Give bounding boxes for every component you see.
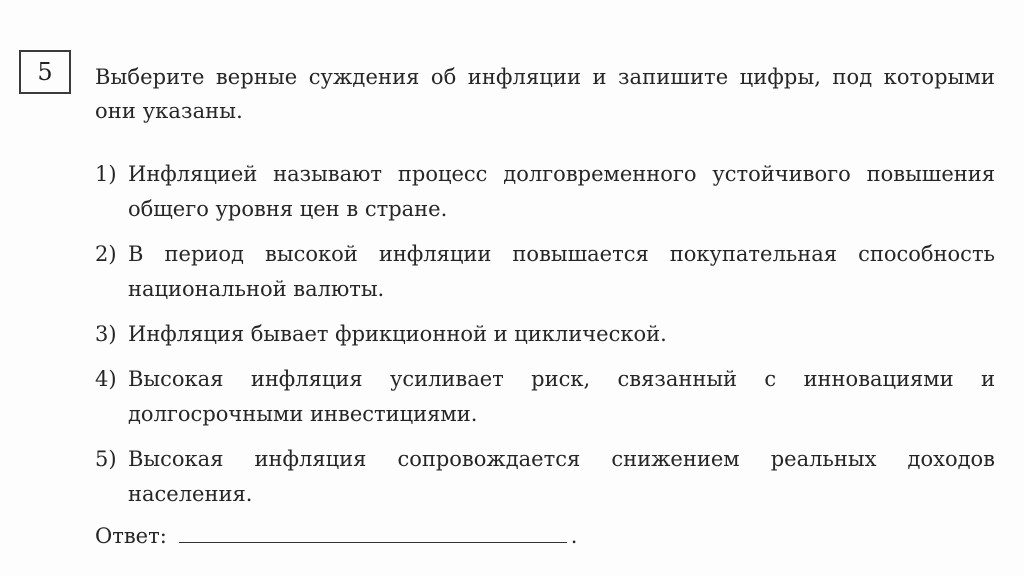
- option-text: Высокая инфляция сопровождается снижением реальных доходов населения.: [128, 447, 995, 506]
- task-number-box: [19, 50, 71, 94]
- option-number: 4): [95, 367, 117, 391]
- option-text: Инфляция бывает фрикционной и циклической.: [128, 322, 667, 346]
- option-text: Высокая инфляция усиливает риск, связанный с инновациями и долгосрочными инвестициями.: [128, 367, 995, 426]
- answer-terminator: .: [570, 524, 578, 548]
- question-text: Выберите верные суждения об инфляции и запишите цифры, под которыми они указаны.: [95, 65, 995, 123]
- option-number: 2): [95, 242, 117, 266]
- answer-blank-line[interactable]: [179, 522, 567, 543]
- option-number: 5): [95, 447, 117, 471]
- option-item-5: [95, 442, 995, 512]
- option-item-1: [95, 157, 995, 227]
- answer-options-list: [95, 157, 995, 522]
- option-item-3: [95, 317, 995, 352]
- option-text: В период высокой инфляции повышается покупательная способность национальной валюты.: [128, 242, 995, 301]
- answer-label: Ответ:: [95, 524, 167, 548]
- option-item-2: [95, 237, 995, 307]
- option-item-4: [95, 362, 995, 432]
- answer-row: [95, 520, 577, 552]
- option-text: Инфляцией называют процесс долговременного устойчивого повышения общего уровня цен в стране.: [128, 162, 995, 221]
- option-number: 3): [95, 322, 117, 346]
- task-number: 5: [37, 58, 53, 86]
- option-number: 1): [95, 162, 117, 186]
